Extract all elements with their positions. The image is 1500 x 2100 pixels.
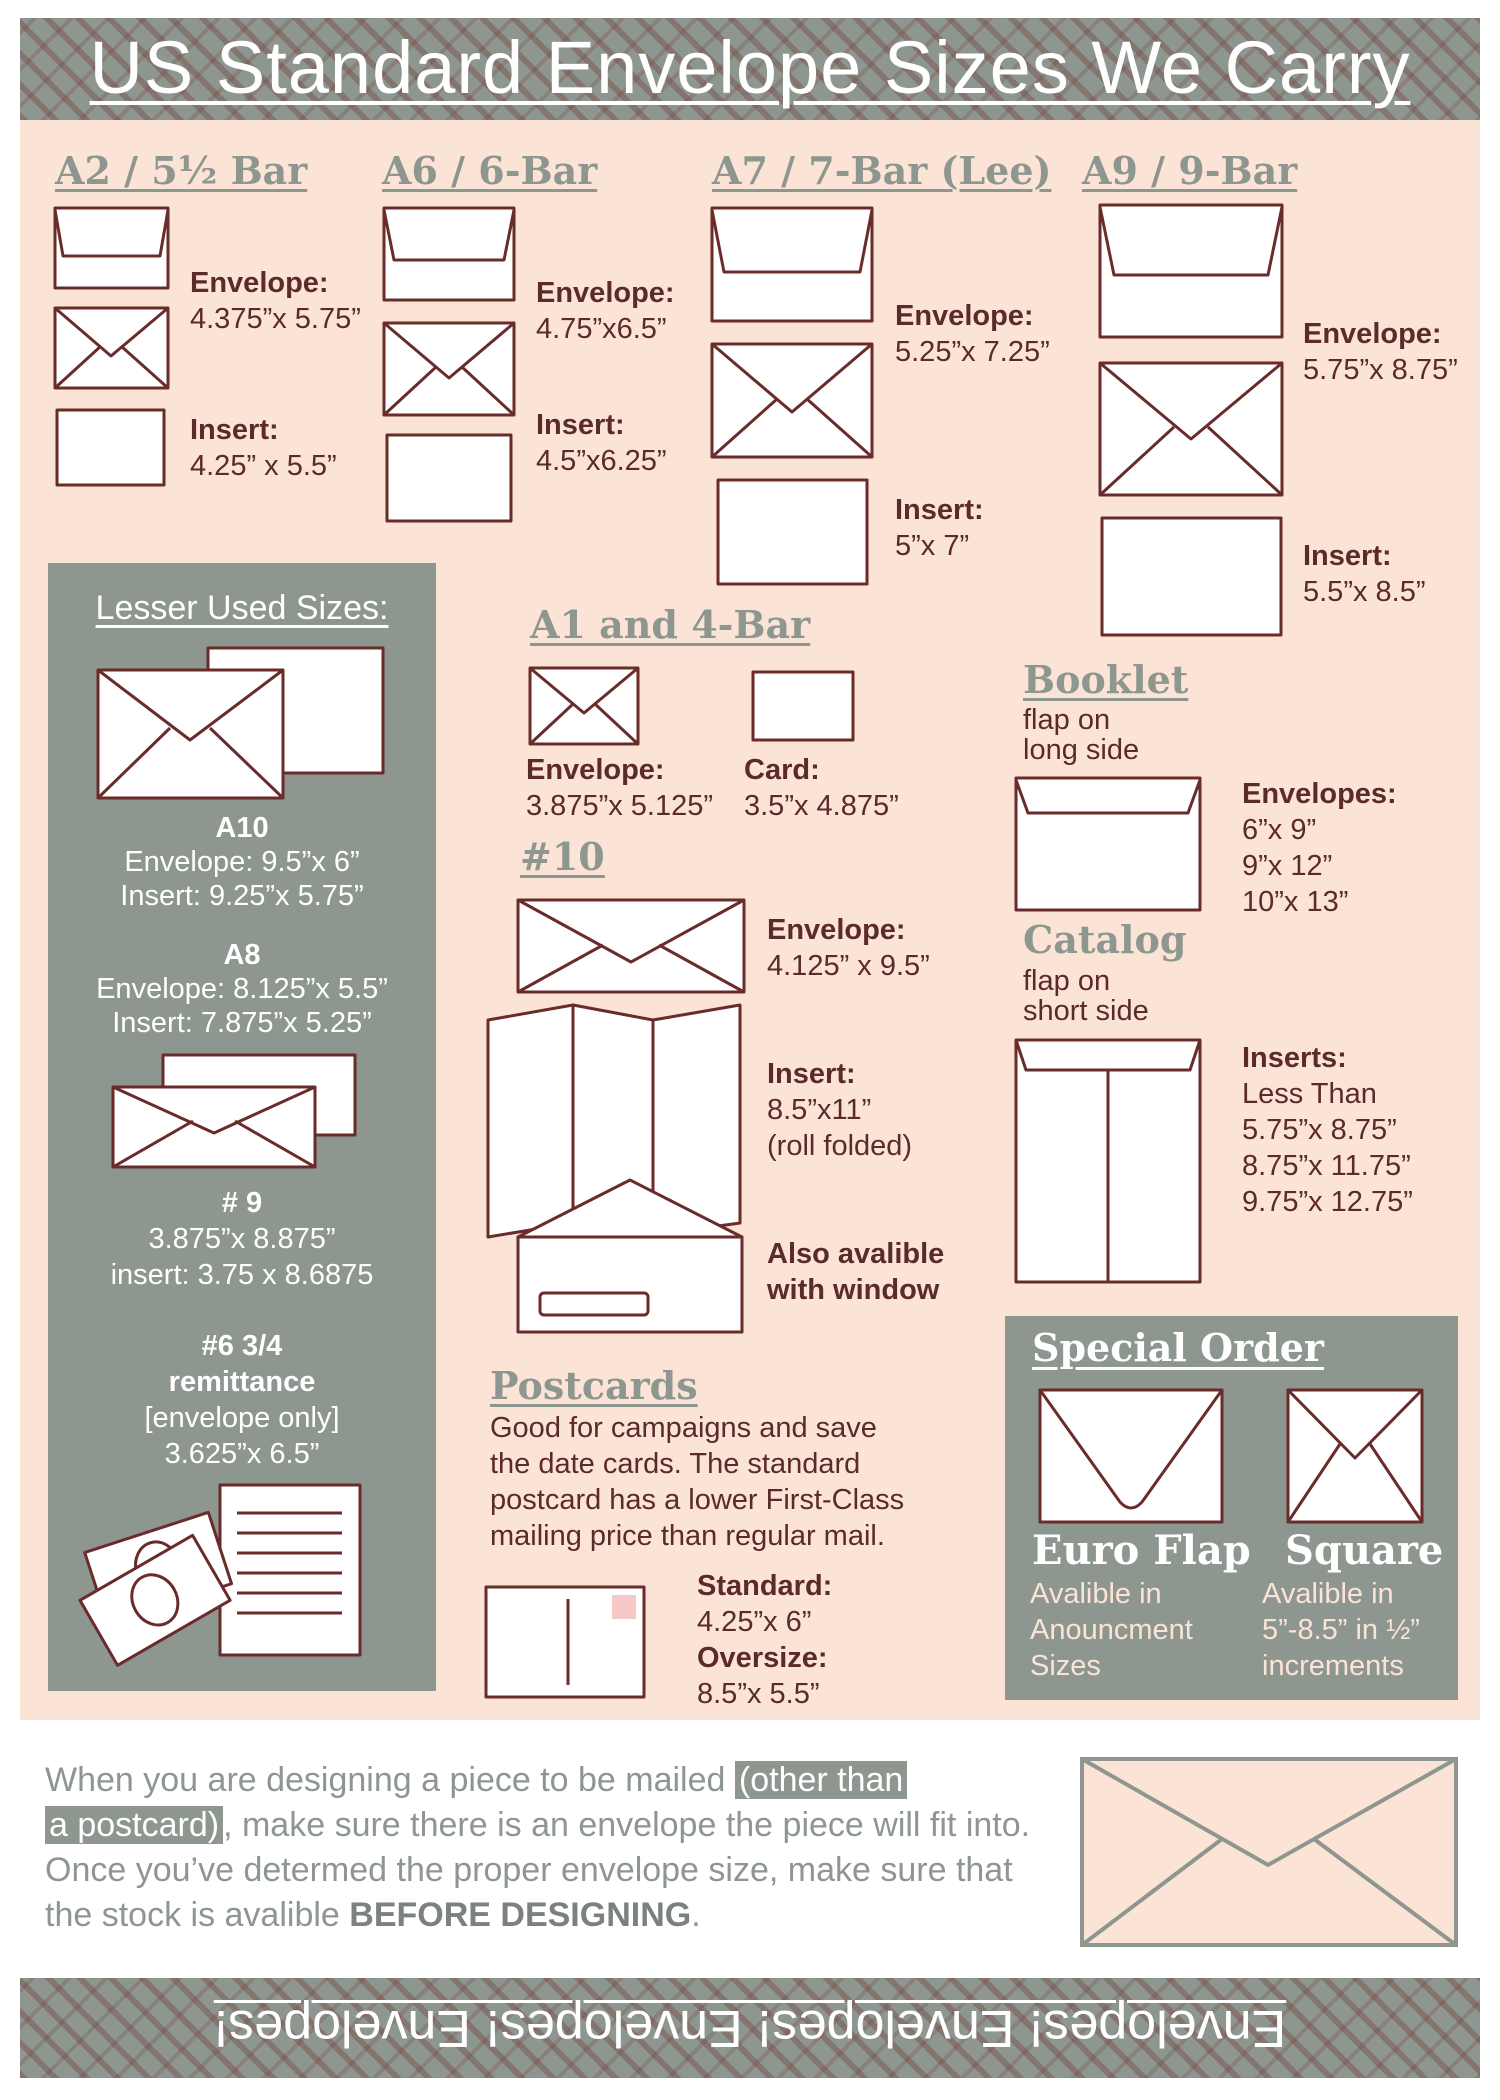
a2-envelope-size: 4.375”x 5.75” — [190, 303, 361, 335]
catalog-size-3: 9.75”x 12.75” — [1242, 1186, 1413, 1218]
postcards-standard-size: 4.25”x 6” — [697, 1606, 812, 1638]
a7-insert-label: Insert: — [895, 494, 984, 526]
a9-envelope-front-icon — [1100, 363, 1285, 498]
postcard-icon — [486, 1587, 648, 1702]
a9-envelope-back-icon — [1100, 205, 1285, 340]
special-order-title: Special Order — [1032, 1325, 1324, 1370]
top-banner — [20, 18, 1480, 120]
a1-card-size: 3.5”x 4.875” — [744, 790, 899, 822]
postcards-desc-1: Good for campaigns and save — [490, 1412, 877, 1444]
a6-insert-size: 4.5”x6.25” — [536, 445, 667, 477]
a7-envelope-size: 5.25”x 7.25” — [895, 336, 1050, 368]
a10-insert-size: Insert: 9.25”x 5.75” — [120, 880, 364, 912]
no10-insert-note: (roll folded) — [767, 1130, 913, 1162]
a6-envelope-label: Envelope: — [536, 277, 675, 309]
bottom-banner — [20, 1978, 1480, 2078]
no6-note: [envelope only] — [144, 1402, 340, 1434]
booklet-title: Booklet — [1023, 657, 1189, 702]
a1-card-label: Card: — [744, 754, 820, 786]
booklet-size-3: 10”x 13” — [1242, 886, 1349, 918]
a1-envelope-size: 3.875”x 5.125” — [526, 790, 714, 822]
booklet-envelope-icon — [1016, 778, 1204, 913]
a9-envelope-size: 5.75”x 8.75” — [1303, 354, 1458, 386]
square-line-3: increments — [1262, 1650, 1404, 1682]
booklet-size-1: 6”x 9” — [1242, 814, 1317, 846]
a2-envelope-front-icon — [55, 308, 170, 390]
no9-envelope-icon — [113, 1055, 358, 1170]
a6-insert-icon — [387, 435, 515, 525]
postcards-title: Postcards — [490, 1363, 698, 1408]
no6-name: #6 3/4 — [201, 1330, 283, 1362]
a9-insert-icon — [1102, 518, 1284, 638]
a2-insert-label: Insert: — [190, 414, 279, 446]
footer-note-end: . — [691, 1896, 701, 1934]
a2-insert-icon — [57, 410, 167, 488]
a2-envelope-back-icon — [55, 208, 170, 290]
a7-envelope-back-icon — [712, 208, 875, 324]
no10-envelope-label: Envelope: — [767, 914, 906, 946]
no9-insert-size: insert: 3.75 x 8.6875 — [110, 1259, 374, 1291]
a7-insert-icon — [718, 480, 871, 587]
a7-envelope-label: Envelope: — [895, 300, 1034, 332]
a1-title: A1 and 4-Bar — [530, 602, 811, 647]
no10-envelope-size: 4.125” x 9.5” — [767, 950, 930, 982]
a2-envelope-label: Envelope: — [190, 267, 329, 299]
a6-title: A6 / 6-Bar — [382, 148, 598, 193]
footer-note-emphasis: BEFORE DESIGNING — [349, 1896, 692, 1934]
euro-flap-line-1: Avalible in — [1030, 1578, 1162, 1610]
footer-note-highlight-2: a postcard) — [45, 1806, 223, 1844]
a9-envelope-label: Envelope: — [1303, 318, 1442, 350]
a6-envelope-back-icon — [384, 208, 516, 303]
euro-flap-line-2: Anouncment — [1030, 1614, 1193, 1646]
postcards-standard-label: Standard: — [697, 1570, 833, 1602]
a1-card-icon — [753, 672, 857, 744]
no10-title: #10 — [520, 834, 605, 879]
a1-envelope-icon — [530, 668, 642, 748]
no9-envelope-size: 3.875”x 8.875” — [148, 1223, 336, 1255]
a6-envelope-size: 4.75”x6.5” — [536, 313, 667, 345]
a7-envelope-front-icon — [712, 344, 875, 460]
footer-note-part2: , make sure there is an envelope the piece will fit into. Once you’ve determed the proper envelope size, make sure that the stock is avalible — [45, 1806, 1031, 1934]
postcards-oversize-label: Oversize: — [697, 1642, 828, 1674]
euro-flap-label: Euro Flap — [1032, 1527, 1251, 1574]
no10-envelope-icon — [518, 900, 748, 996]
a2-title: A2 / 5½ Bar — [55, 148, 308, 193]
catalog-inserts-label: Inserts: — [1242, 1042, 1347, 1074]
catalog-sub2: short side — [1023, 995, 1149, 1027]
footer-note — [45, 1758, 1065, 1938]
postcards-desc-4: mailing price than regular mail. — [490, 1520, 885, 1552]
footer-envelope-icon — [1080, 1757, 1460, 1949]
a2-insert-size: 4.25” x 5.5” — [190, 450, 337, 482]
euro-flap-line-3: Sizes — [1030, 1650, 1101, 1682]
postcards-desc-3: postcard has a lower First-Class — [490, 1484, 905, 1516]
square-line-1: Avalible in — [1262, 1578, 1394, 1610]
catalog-size-note: Less Than — [1242, 1078, 1377, 1110]
remittance-illustration-icon — [92, 1485, 377, 1660]
no9-name: # 9 — [221, 1187, 263, 1219]
square-line-2: 5”-8.5” in ½” — [1262, 1614, 1420, 1646]
a9-title: A9 / 9-Bar — [1082, 148, 1298, 193]
a10-envelope-size: Envelope: 9.5”x 6” — [124, 846, 360, 878]
booklet-sub2: long side — [1023, 734, 1140, 766]
page-title: US Standard Envelope Sizes We Carry — [89, 26, 1411, 109]
lesser-used-title: Lesser Used Sizes: — [95, 589, 389, 627]
postcards-desc-2: the date cards. The standard — [490, 1448, 861, 1480]
a6-insert-label: Insert: — [536, 409, 625, 441]
a8-insert-size: Insert: 7.875”x 5.25” — [112, 1007, 372, 1039]
booklet-size-2: 9”x 12” — [1242, 850, 1333, 882]
a6-envelope-front-icon — [384, 323, 516, 418]
no6-size: 3.625”x 6.5” — [164, 1438, 320, 1470]
a7-insert-size: 5”x 7” — [895, 530, 970, 562]
a9-insert-label: Insert: — [1303, 540, 1392, 572]
catalog-size-1: 5.75”x 8.75” — [1242, 1114, 1397, 1146]
a7-title: A7 / 7-Bar (Lee) — [712, 148, 1052, 193]
a8-envelope-size: Envelope: 8.125”x 5.5” — [96, 973, 388, 1005]
no10-insert-size: 8.5”x11” — [767, 1094, 872, 1126]
no10-insert-folded-icon — [488, 1005, 748, 1335]
booklet-envelopes-label: Envelopes: — [1242, 778, 1397, 810]
a10-envelope-icon — [98, 648, 388, 800]
catalog-size-2: 8.75”x 11.75” — [1242, 1150, 1411, 1182]
catalog-envelope-icon — [1016, 1040, 1204, 1285]
footer-note-part1: When you are designing a piece to be mailed — [45, 1761, 735, 1799]
postcards-oversize-size: 8.5”x 5.5” — [697, 1678, 820, 1710]
bottom-banner-text: Envelopes! Envelopes! Envelopes! Envelopes! — [213, 1999, 1287, 2057]
no10-insert-label: Insert: — [767, 1058, 856, 1090]
a9-insert-size: 5.5”x 8.5” — [1303, 576, 1426, 608]
no10-window-note-line1: Also avalible — [767, 1238, 945, 1270]
no10-window-note-line2: with window — [767, 1274, 940, 1306]
booklet-sub1: flap on — [1023, 704, 1111, 736]
a8-name: A8 — [223, 939, 261, 971]
no6-type: remittance — [168, 1366, 316, 1398]
catalog-title: Catalog — [1023, 917, 1187, 962]
a1-envelope-label: Envelope: — [526, 754, 665, 786]
a10-name: A10 — [215, 812, 269, 844]
euro-flap-envelope-icon — [1040, 1390, 1226, 1526]
square-label: Square — [1285, 1527, 1444, 1574]
footer-note-highlight-1: (other than — [735, 1761, 907, 1799]
catalog-sub1: flap on — [1023, 965, 1111, 997]
square-envelope-icon — [1288, 1390, 1426, 1526]
